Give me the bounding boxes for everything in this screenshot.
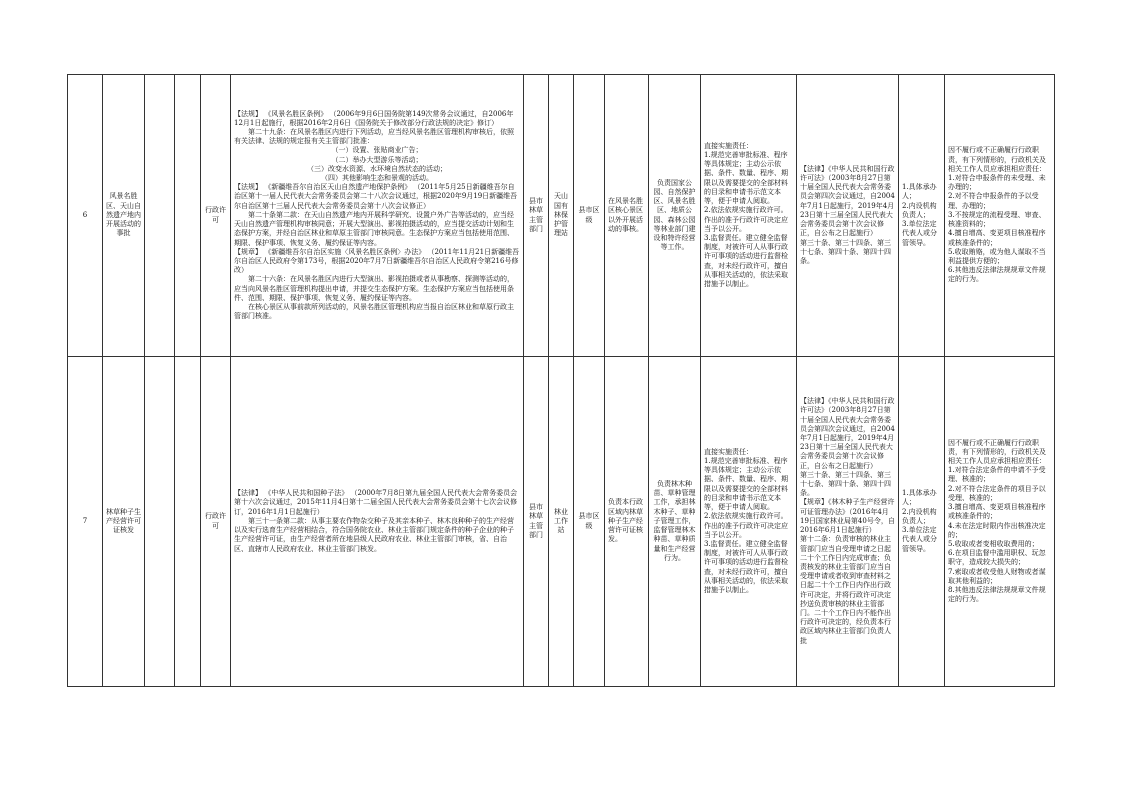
implementing-org: 林业工作站 xyxy=(549,357,574,687)
item-content: 在风景名胜区核心景区以外开展活动的事核。 xyxy=(605,75,649,357)
accountability: 因不履行或不正确履行行政职责，有下列情形的，行政机关及相关工作人员应承担相应责任： 1.对符合申报条件的未受理、未办理的； 2.对不符合申报条件的予以受理、办理的； 3.不按规定的流程受理、审查、核准资料的； 4.擅自增高、变更项目核准程序或核准条件的； 5.收取贿赂，或为他人谋取不当利益提供方便的； 6.其他违反法律法规规章文件规定的行为。 xyxy=(945,75,1055,357)
basis-line: 在核心景区从事前款所列活动的，风景名胜区管理机构应当报自治区林业和草原行政主管部门核准。 xyxy=(234,302,514,321)
authority-table xyxy=(67,74,1055,687)
implementation-duty: 直接实施责任： 1.规范完善审批标准、程序等具体规定；主动公示依据、条件、数量、程序、期限以及需要提交的全部材料的目录和申请书示范文本等，便于申请人阅取。 2.依法依规实施行政许可。作出的准予行政许可决定应当予以公开。 3.监督责任。建立健全监督制度，对被许可人从事行政许可事项的活动进行监督检查，对未经行政许可，擅自从事相关活动的，依法采取措施予以制止。 xyxy=(701,75,797,357)
basis-line: 【法规】 《新疆维吾尔自治区天山自然遗产地保护条例》 （2011年5月25日新疆维吾尔自治区第十一届人民代表大会常务委员会第二十八次会议通过，根据2020年9月19日新疆维吾尔自治区第十三届人民代表大会常务委员会第十八次会议修正） xyxy=(234,183,518,210)
row-number: 6 xyxy=(68,75,103,357)
blank-cell xyxy=(175,75,201,357)
basis-line: 【法规】 《风景名胜区条例》 （2006年9月6日国务院第149次常务会议通过，自2006年12月1日起施行，根据2016年2月6日《国务院关于修改部分行政法规的决定》修订） xyxy=(234,109,514,127)
basis-line: 第二十条第二款：在天山自然遗产地内开展科学研究、设置户外广告等活动的，应当经天山自然遗产管理机构审核同意；开展大型演出、影视拍摄活动的，应当提交活动计划和生态保护方案，并经自治区林业和草原主管部门审核同意。生态保护方案应当包括使用范围、期限、保护事项、恢复义务、履约保证等内容。 xyxy=(234,210,514,247)
item-name: 风景名胜区、天山自然遗产地内开展活动的事批 xyxy=(103,75,145,357)
blank-cell xyxy=(145,357,175,687)
table-row xyxy=(68,75,1055,357)
implementing-org: 天山国有林保护管理站 xyxy=(549,75,574,357)
implementing-level: 县市林草主管部门 xyxy=(524,357,549,687)
blank-cell xyxy=(145,75,175,357)
item-type: 行政许可 xyxy=(201,357,231,687)
responsible-subject: 1.具体承办人； 2.内设机构负责人； 3.单位法定代表人或分管领导。 xyxy=(899,357,945,687)
implementation-duty: 直接实施责任： 1.规范完善审批标准、程序等具体规定；主动公示依据、条件、数量、程序、期限以及需要提交的全部材料的目录和申请书示范文本等，便于申请人阅取。 2.依法依规实施行政许可。作出的准予行政许可决定应当予以公开。 3.监督责任。建立健全监督制度，对被许可人从事行政许可事项的活动进行监督检查，对未经行政许可，擅自从事相关活动的，依法采取措施予以制止。 xyxy=(701,357,797,687)
basis-line: 第二十九条：在风景名胜区内进行下列活动，应当经风景名胜区管理机构审核后，依照有关法律、法规的规定报有关主管部门批准： xyxy=(234,128,514,146)
accountability: 因不履行或不正确履行行政职责，有下列情形的，行政机关及相关工作人员应承担相应责任： 1.对符合法定条件的申请不予受理、核准的； 2.对不符合法定条件的项目予以受理、核准的； 3.擅自增高、变更项目核准程序或核准条件的； 4.未在法定时限内作出核准决定的； 5.收取或者变相收取费用的； 6.在项目监督中滥用职权、玩忽职守，造成较大损失的； 7.索取或者收受他人财物或者谋取其他利益的； 8.其他违反法律法规规章文件规定的行为。 xyxy=(945,357,1055,687)
legal-basis xyxy=(231,357,524,687)
basis-line: （二）举办大型游乐等活动； xyxy=(331,155,423,164)
duty-text: 负责国家公园、自然保护区、风景名胜区、地质公园、森林公园等林业部门建设和特许经营等工作。 xyxy=(649,75,701,357)
responsibility-law: 【法律】《中华人民共和国行政许可法》（2003年8月27日第十届全国人民代表大会常务委员会第四次会议通过，自2004年7月1日起施行，2019年4月23日第十三届全国人民代表大会常务委员会第十次会议修正，自公布之日起施行） 第三十条、第三十四条、第三十七条、第四十条、第四十四条。 【规章】《林木种子生产经营许可证管理办法》（2016年4月19日国家林业局第40号令，自2016年6月1日起施行） 第十二条：负责审核的林业主管部门应当自受理申请之日起二十个工作日内完成审查；负责核发的林业主管部门应当自受理申请或者收到审查材料之日起二十个工作日内作出行政许可决定，并将行政许可决定抄送负责审核的林业主管部门。二十个工作日内不能作出行政许可决定的，经负责本行政区域内林业主管部门负责人批 xyxy=(797,357,899,687)
basis-line: （三）改变水资源、水环境自然状态的活动； xyxy=(307,164,447,173)
basis-line: 第二十六条：在风景名胜区内进行大型演出、影视拍摄或者从事勘察、探测等活动的，应当向风景名胜区管理机构提出申请，并提交生态保护方案。生态保护方案应当包括使用条件、范围、期限、保护事项、恢复义务、履约保证等内容。 xyxy=(234,275,514,302)
basis-line: 【法律】 《中华人民共和国种子法》 （2000年7月8日第九届全国人民代表大会常务委员会第十六次会议通过，2015年11月4日第十二届全国人民代表大会常务委员会第十七次会议修订，2016年1月1日起施行） xyxy=(234,489,518,516)
responsibility-law: 【法律】《中华人民共和国行政许可法》（2003年8月27日第十届全国人民代表大会常务委员会第四次会议通过，自2004年7月1日起施行，2019年4月23日第十三届全国人民代表大会常务委员会第十次会议修正，自公布之日起施行） 第三十条、第三十四条、第三十七条、第四十条、第四十四条。 xyxy=(797,75,899,357)
item-name: 林草种子生产经营许可证核发 xyxy=(103,357,145,687)
basis-line: （四）其他影响生态和景观的活动。 xyxy=(321,174,433,183)
responsible-subject: 1.具体承办人； 2.内设机构负责人； 3.单位法定代表人或分管领导。 xyxy=(899,75,945,357)
legal-basis xyxy=(231,75,524,357)
implementing-scope: 县市区级 xyxy=(574,75,605,357)
basis-line: （一）设置、张贴商业广告； xyxy=(331,146,423,155)
blank-cell xyxy=(175,357,201,687)
item-content: 负责本行政区域内林草种子生产经营许可证核发。 xyxy=(605,357,649,687)
basis-line: 第三十一条第二款：从事主要农作物杂交种子及其亲本种子、林木良种种子的生产经营以及实行选育生产经营相结合，符合国务院农业、林业主管部门规定条件的种子企业的种子生产经营许可证，由生产经营者所在地县级人民政府农业、林业主管部门审核，省、自治区、直辖市人民政府农业、林业主管部门核发。 xyxy=(234,516,514,553)
basis-line: 【规章】 《新疆维吾尔自治区实施〈风景名胜区条例〉办法》 （2011年11月21日新疆维吾尔自治区人民政府令第173号，根据2020年7月7日新疆维吾尔自治区人民政府令第216号修改） xyxy=(234,247,520,275)
duty-text: 负责林木种苗、草种管理工作，承担林木种子、草种子管理工作，监督管理林木种苗、草种质量和生产经营行为。 xyxy=(649,357,701,687)
table-row xyxy=(68,357,1055,687)
implementing-level: 县市林草主管部门 xyxy=(524,75,549,357)
implementing-scope: 县市区级 xyxy=(574,357,605,687)
item-type: 行政许可 xyxy=(201,75,231,357)
row-number: 7 xyxy=(68,357,103,687)
